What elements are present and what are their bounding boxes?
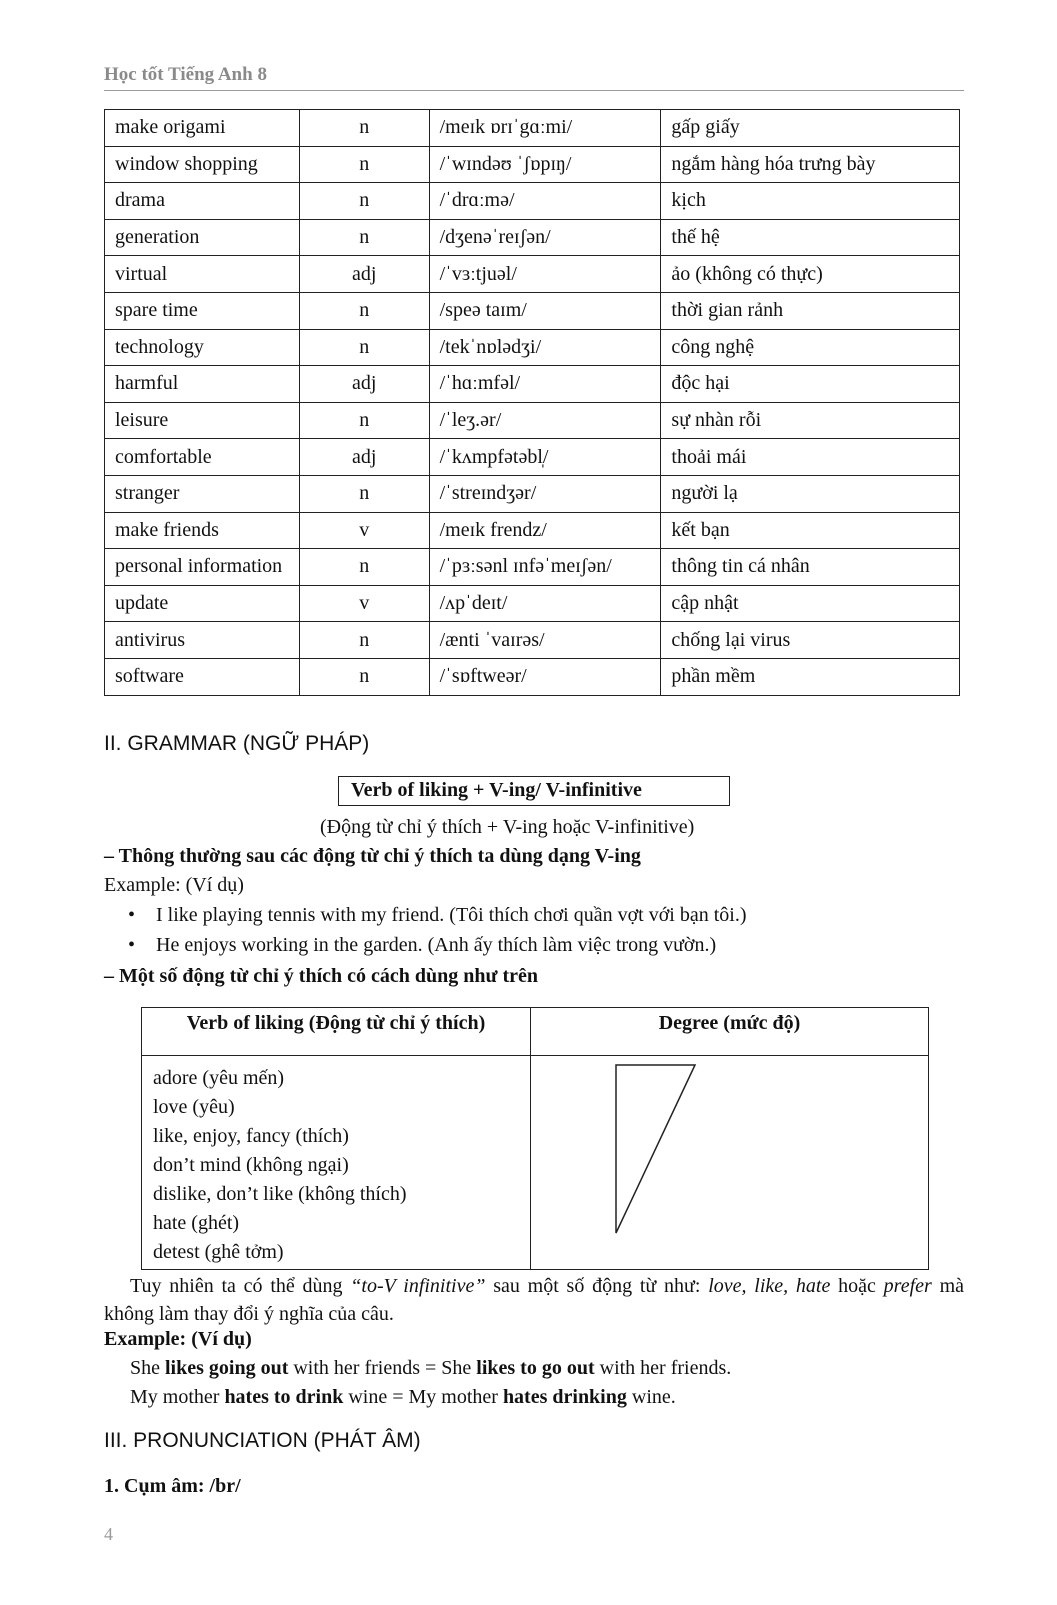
vocab-row [105,110,960,147]
vocab-row [105,146,960,183]
vocab-meaning: người lạ [661,475,960,512]
vocab-part-of-speech: n [299,475,429,512]
vocab-pronunciation: /speə taɪm/ [429,292,661,329]
vocab-pronunciation: /ænti ˈvaɪrəs/ [429,622,661,659]
vocab-pronunciation: /ˈwɪndəʊ ˈʃɒpɪŋ/ [429,146,661,183]
verb-of-liking-table [141,1007,929,1270]
infinitive-paragraph: Tuy nhiên ta có thể dùng “to-V infinitive” sau một số động từ như: love, like, hate hoặc prefer mà không làm thay đổi ý nghĩa của câu. [104,1275,964,1325]
vocab-pronunciation: /ˈhɑːmfəl/ [429,366,661,403]
vocab-pronunciation: /meɪk frendz/ [429,512,661,549]
vocab-part-of-speech: n [299,292,429,329]
vocab-word: comfortable [105,439,300,476]
vocab-row [105,622,960,659]
vocab-meaning: thời gian rảnh [661,292,960,329]
vocab-meaning: phần mềm [661,658,960,695]
vocab-word: window shopping [105,146,300,183]
column-header-degree: Degree (mức độ) [531,1008,929,1056]
vocab-pronunciation: /ʌpˈdeɪt/ [429,585,661,622]
verb-list-cell [142,1056,531,1270]
vocab-part-of-speech: n [299,402,429,439]
vocab-meaning: chống lại virus [661,622,960,659]
vocab-meaning: sự nhàn rỗi [661,402,960,439]
vocab-row [105,183,960,220]
vocab-word: antivirus [105,622,300,659]
verb-item: dislike, don’t like (không thích) [153,1183,407,1205]
example-sentence-1: She likes going out with her friends = She likes to go out with her friends. [130,1357,732,1379]
vocab-part-of-speech: adj [299,366,429,403]
vocab-part-of-speech: n [299,622,429,659]
grammar-section-title: II. GRAMMAR (NGỮ PHÁP) [104,732,370,755]
vocab-word: make origami [105,110,300,147]
vocab-row [105,366,960,403]
verb-item: hate (ghét) [153,1212,240,1234]
verb-item: adore (yêu mến) [153,1067,285,1089]
example-bullet [128,904,747,927]
grammar-formula-box: Verb of liking + V-ing/ V-infinitive [338,776,730,806]
vocab-word: update [105,585,300,622]
vocab-word: spare time [105,292,300,329]
vocab-pronunciation: /ˈvɜːtjuəl/ [429,256,661,293]
vocab-pronunciation: /tekˈnɒlədʒi/ [429,329,661,366]
vocab-part-of-speech: n [299,146,429,183]
vocab-word: make friends [105,512,300,549]
verb-item: like, enjoy, fancy (thích) [153,1125,349,1147]
vocab-pronunciation: /ˈleʒ.ər/ [429,402,661,439]
vocab-row [105,585,960,622]
vocab-row [105,402,960,439]
verb-item: don’t mind (không ngại) [153,1154,349,1176]
vocab-part-of-speech: n [299,219,429,256]
vocab-row [105,658,960,695]
column-header-verb: Verb of liking (Động từ chỉ ý thích) [142,1008,531,1056]
vocab-word: personal information [105,549,300,586]
vocab-part-of-speech: n [299,183,429,220]
example-label-2: Example: (Ví dụ) [104,1328,252,1350]
page-number: 4 [104,1524,113,1544]
vocab-pronunciation: /ˈpɜːsənl ɪnfəˈmeɪʃən/ [429,549,661,586]
vocab-row [105,549,960,586]
vocab-row [105,219,960,256]
vocab-meaning: thoải mái [661,439,960,476]
example-label: Example: (Ví dụ) [104,874,244,896]
vocab-row [105,512,960,549]
vocab-part-of-speech: n [299,658,429,695]
vocabulary-table [104,109,960,696]
vocab-part-of-speech: adj [299,439,429,476]
vocab-row [105,329,960,366]
vocab-meaning: kịch [661,183,960,220]
vocab-meaning: thông tin cá nhân [661,549,960,586]
vocab-word: leisure [105,402,300,439]
degree-cell [531,1056,929,1270]
vocab-row [105,439,960,476]
vocab-part-of-speech: v [299,512,429,549]
example-bullet [128,934,716,957]
example-bullet-text: He enjoys working in the garden. (Anh ấy thích làm việc trong vườn.) [156,934,717,956]
vocab-pronunciation: /ˈdrɑːmə/ [429,183,661,220]
vocab-word: virtual [105,256,300,293]
grammar-subtitle: (Động từ chỉ ý thích + V-ing hoặc V-infinitive) [320,816,695,838]
pronunciation-item-1: 1. Cụm âm: /br/ [104,1475,241,1497]
vocab-part-of-speech: n [299,329,429,366]
vocab-pronunciation: /ˈstreɪndʒər/ [429,475,661,512]
vocab-pronunciation: /ˈkʌmpfətəbl̩/ [429,439,661,476]
vocab-word: harmful [105,366,300,403]
vocab-row [105,256,960,293]
degree-triangle [532,1057,927,1262]
vocab-word: generation [105,219,300,256]
vocab-meaning: cập nhật [661,585,960,622]
vocab-word: technology [105,329,300,366]
vocab-meaning: ngắm hàng hóa trưng bày [661,146,960,183]
vocab-meaning: độc hại [661,366,960,403]
example-sentence-2: My mother hates to drink wine = My mother hates drinking wine. [130,1386,676,1408]
vocab-pronunciation: /ˈsɒftweər/ [429,658,661,695]
vocab-pronunciation: /meɪk ɒrɪˈgɑːmi/ [429,110,661,147]
vocab-word: stranger [105,475,300,512]
vocab-meaning: kết bạn [661,512,960,549]
page-header: Học tốt Tiếng Anh 8 [104,64,964,91]
vocab-part-of-speech: v [299,585,429,622]
vocab-meaning: công nghệ [661,329,960,366]
vocab-part-of-speech: n [299,549,429,586]
example-bullet-text: I like playing tennis with my friend. (Tôi thích chơi quần vợt với bạn tôi.) [156,904,747,926]
vocab-meaning: ảo (không có thực) [661,256,960,293]
vocab-row [105,475,960,512]
vocab-part-of-speech: adj [299,256,429,293]
verb-item: love (yêu) [153,1096,235,1118]
vocab-pronunciation: /dʒenəˈreɪʃən/ [429,219,661,256]
vocab-meaning: thế hệ [661,219,960,256]
vocab-row [105,292,960,329]
grammar-rule-2: – Một số động từ chỉ ý thích có cách dùng như trên [104,965,539,987]
grammar-rule-1: – Thông thường sau các động từ chỉ ý thích ta dùng dạng V-ing [104,845,641,867]
vocab-word: software [105,658,300,695]
pronunciation-section-title: III. PRONUNCIATION (PHÁT ÂM) [104,1429,421,1452]
vocab-part-of-speech: n [299,110,429,147]
vocab-meaning: gấp giấy [661,110,960,147]
verb-item: detest (ghê tởm) [153,1241,284,1263]
vocab-word: drama [105,183,300,220]
